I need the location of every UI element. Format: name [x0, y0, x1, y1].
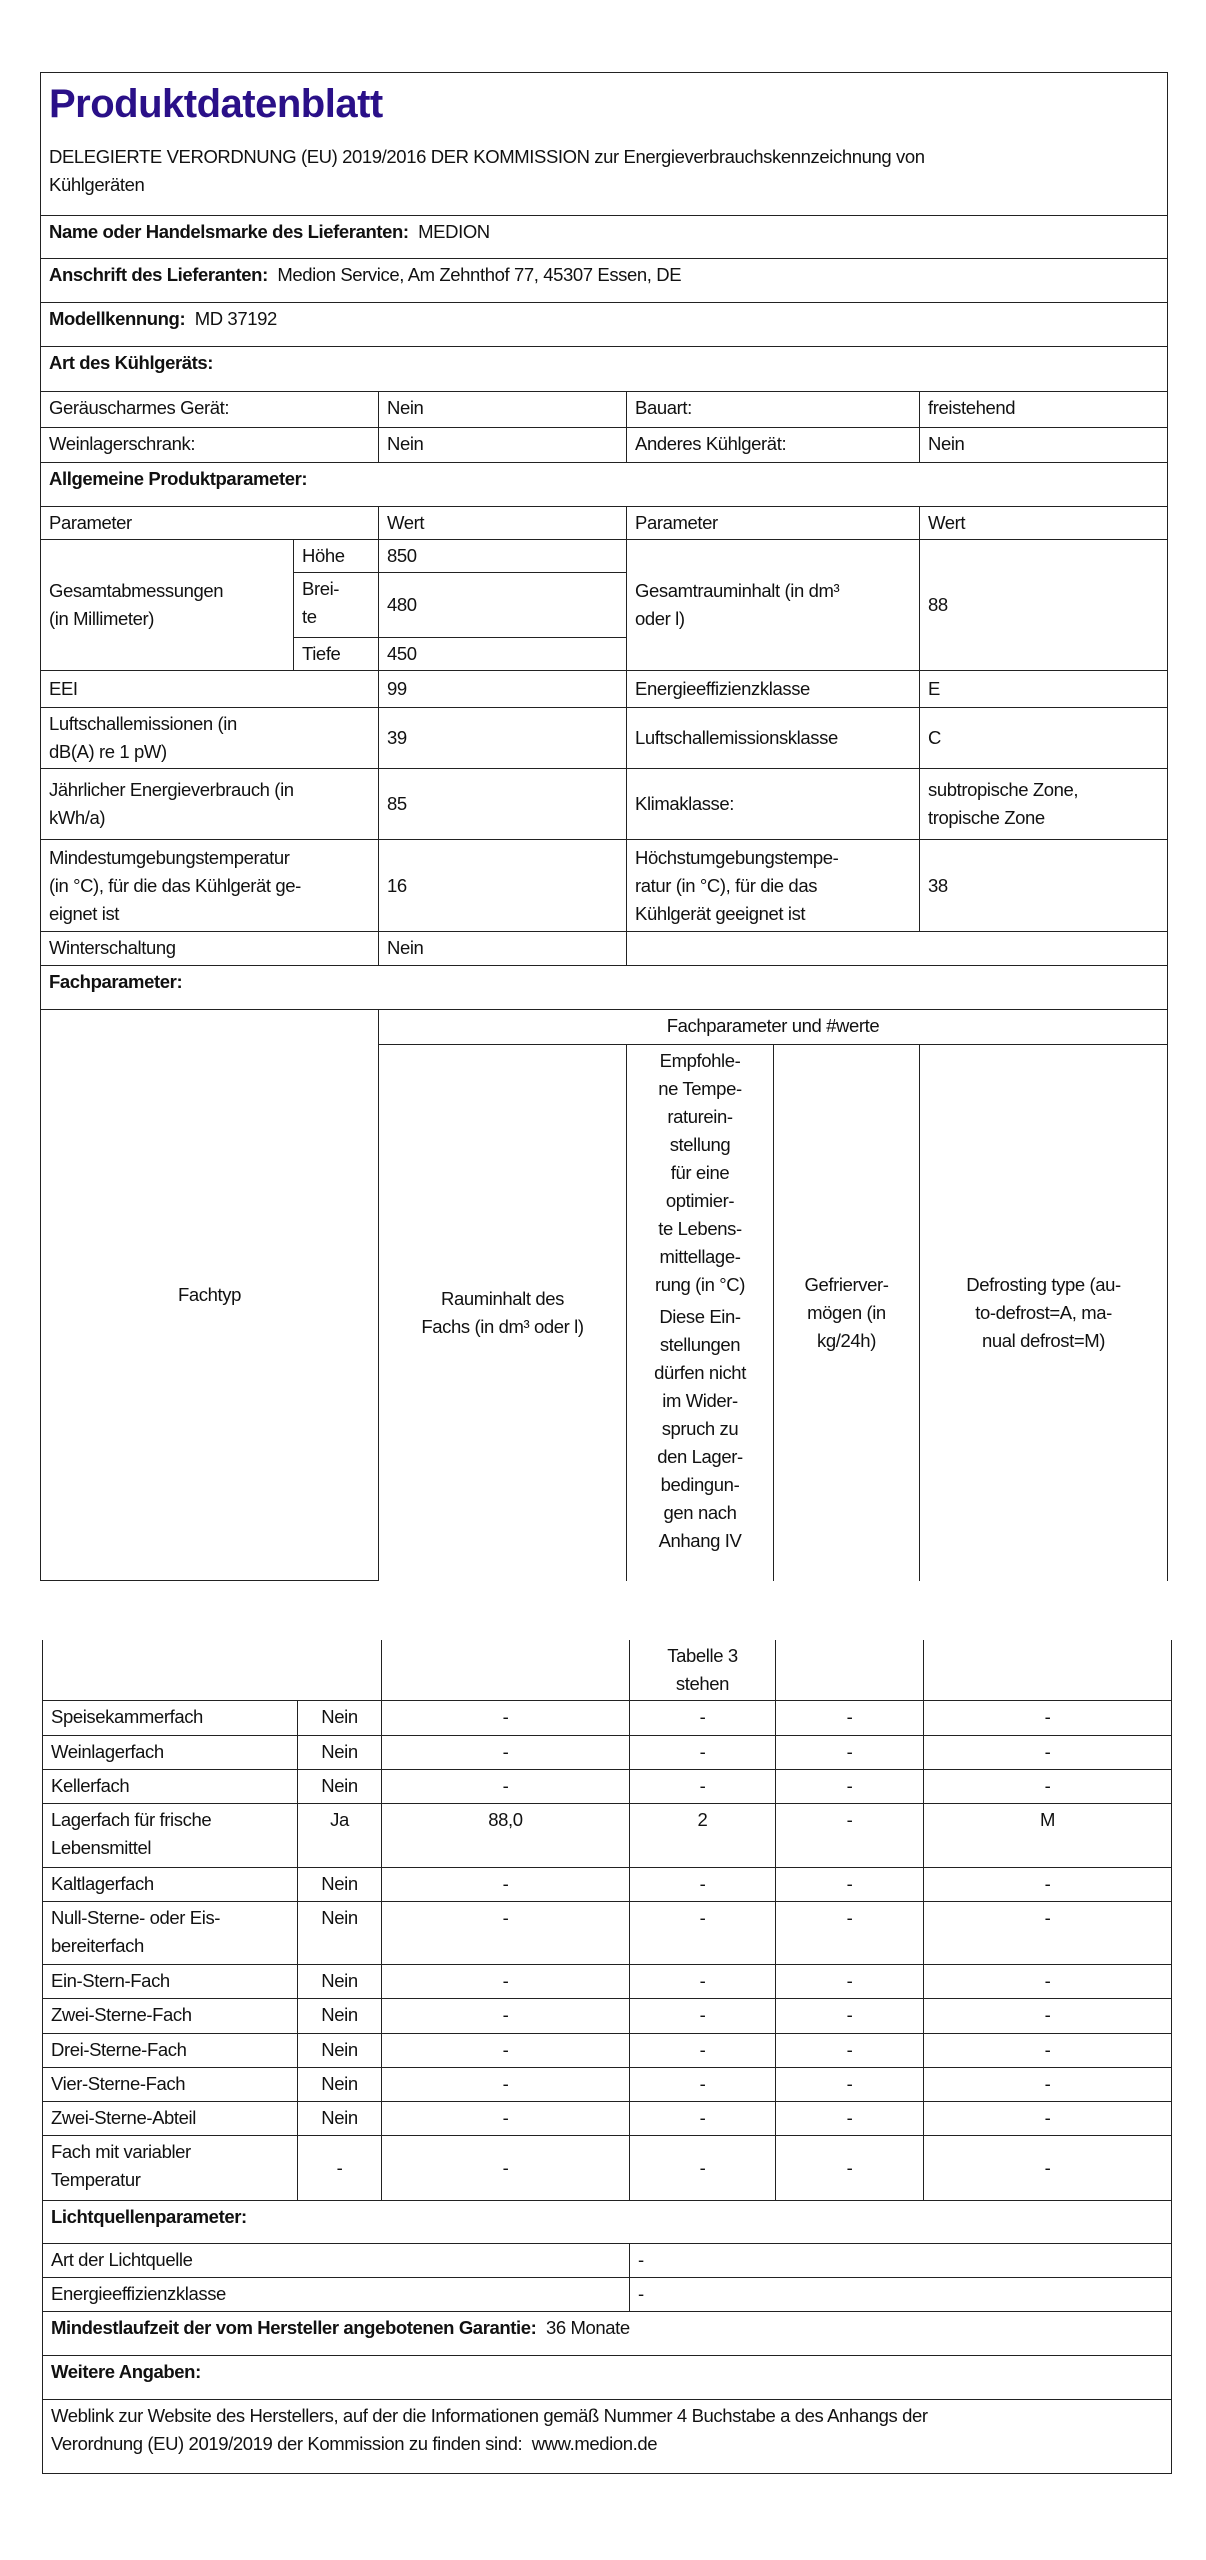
param-value: 85 — [379, 769, 627, 840]
compartment-defrost: - — [924, 1770, 1172, 1804]
param-label: Mindestumgebungstemperatur (in °C), für die das Kühlgerät ge- eignet ist — [41, 840, 379, 932]
param-value: E — [920, 671, 1168, 708]
volume-value: 88 — [920, 540, 1168, 671]
light-heading: Lichtquellenparameter: — [43, 2201, 1172, 2244]
weblink-row — [43, 2400, 1172, 2474]
compartment-freezing: - — [776, 1770, 924, 1804]
compartment-row — [43, 1999, 1172, 2034]
compartment-row — [43, 2136, 1172, 2201]
compartment-row — [43, 2102, 1172, 2136]
weblink[interactable]: www.medion.de — [531, 2433, 658, 2454]
model-label: Modellkennung: — [49, 308, 186, 329]
param-value: subtropische Zone, tropische Zone — [920, 769, 1168, 840]
compartment-present: Nein — [298, 2034, 382, 2068]
model-id: MD 37192 — [194, 308, 277, 329]
temp-note-c: Tabelle 3 stehen — [630, 1640, 776, 1701]
compartment-defrost: - — [924, 1999, 1172, 2034]
type-label: Geräuscharmes Gerät: — [41, 392, 379, 428]
col-header-value: Wert — [920, 507, 1168, 540]
compartment-temperature: - — [630, 1999, 776, 2034]
compartment-defrost: - — [924, 2136, 1172, 2201]
compartment-temperature: - — [630, 1701, 776, 1736]
compartment-defrost: - — [924, 2068, 1172, 2102]
light-label: Energieeffizienzklasse — [43, 2278, 630, 2312]
group-header: Fachparameter und #werte — [379, 1010, 1168, 1045]
compartment-defrost: - — [924, 1736, 1172, 1770]
compartment-row — [43, 1902, 1172, 1965]
compartment-freezing: - — [776, 1868, 924, 1902]
col-header-temperature — [627, 1045, 774, 1581]
param-label: Luftschallemissionen (in dB(A) re 1 pW) — [41, 708, 379, 769]
width-value: 480 — [379, 573, 627, 638]
compartment-volume: - — [382, 2136, 630, 2201]
temp-note-a: Empfohle- ne Tempe- raturein- stellung für eine optimier- te Lebens- mittellage- rung (in °C) — [655, 1050, 745, 1295]
compartment-type: Zwei-Sterne-Abteil — [43, 2102, 298, 2136]
width-label: Brei- te — [294, 573, 379, 638]
compartment-defrost: - — [924, 1902, 1172, 1965]
compartment-freezing: - — [776, 1902, 924, 1965]
temp-note-b: Diese Ein- stellungen dürfen nicht im Wider- spruch zu den Lager- bedingun- gen nach Anhang IV — [654, 1306, 746, 1551]
depth-value: 450 — [379, 638, 627, 671]
compartment-temperature: 2 — [630, 1804, 776, 1868]
type-value: Nein — [379, 392, 627, 428]
type-label: Bauart: — [627, 392, 920, 428]
supplier-name: MEDION — [418, 221, 490, 242]
col-header-defrost: Defrosting type (au- to-defrost=A, ma- nual defrost=M) — [920, 1045, 1168, 1581]
compartment-present: Nein — [298, 1902, 382, 1965]
height-value: 850 — [379, 540, 627, 573]
param-label: Klimaklasse: — [627, 769, 920, 840]
compartment-defrost: - — [924, 2102, 1172, 2136]
compartment-temperature: - — [630, 2034, 776, 2068]
compartment-volume: - — [382, 1701, 630, 1736]
light-value: - — [630, 2244, 1172, 2278]
compartment-row — [43, 1736, 1172, 1770]
compartment-volume: - — [382, 1965, 630, 1999]
compartment-row — [43, 1868, 1172, 1902]
supplier-address: Medion Service, Am Zehnthof 77, 45307 Essen, DE — [277, 264, 682, 285]
volume-label: Gesamtrauminhalt (in dm³ oder l) — [627, 540, 920, 671]
compartment-volume: - — [382, 1868, 630, 1902]
compartment-freezing: - — [776, 2068, 924, 2102]
empty-cell — [43, 1640, 382, 1701]
type-value: Nein — [920, 428, 1168, 463]
compartment-freezing: - — [776, 2034, 924, 2068]
depth-label: Tiefe — [294, 638, 379, 671]
type-heading: Art des Kühlgeräts: — [41, 347, 1168, 392]
param-label: Luftschallemissionsklasse — [627, 708, 920, 769]
compartment-present: Nein — [298, 1999, 382, 2034]
type-label: Weinlagerschrank: — [41, 428, 379, 463]
warranty-row — [43, 2312, 1172, 2356]
compartment-freezing: - — [776, 1804, 924, 1868]
warranty-value: 36 Monate — [545, 2317, 630, 2338]
compartment-rows-table — [42, 1700, 1172, 2474]
compartment-type: Lagerfach für frische Lebensmittel — [43, 1804, 298, 1868]
light-value: - — [630, 2278, 1172, 2312]
height-label: Höhe — [294, 540, 379, 573]
compartment-temperature: - — [630, 2068, 776, 2102]
compartment-volume: - — [382, 2034, 630, 2068]
compartment-defrost: M — [924, 1804, 1172, 1868]
further-heading: Weitere Angaben: — [43, 2356, 1172, 2400]
type-row — [41, 428, 1168, 463]
compartment-defrost: - — [924, 2034, 1172, 2068]
warranty-label: Mindestlaufzeit der vom Hersteller angebotenen Garantie: — [51, 2317, 537, 2338]
empty-cell — [382, 1640, 630, 1701]
compartment-freezing: - — [776, 1736, 924, 1770]
compartment-temperature: - — [630, 1965, 776, 1999]
compartment-present: Nein — [298, 1868, 382, 1902]
compartment-volume: - — [382, 2102, 630, 2136]
compartment-temperature: - — [630, 1868, 776, 1902]
col-header-parameter: Parameter — [41, 507, 379, 540]
compartment-type: Fach mit variabler Temperatur — [43, 2136, 298, 2201]
type-row — [41, 392, 1168, 428]
regulation-subtitle: DELEGIERTE VERORDNUNG (EU) 2019/2016 DER KOMMISSION zur Energieverbrauchskennzeichnung von Kühlgeräten — [49, 146, 925, 195]
compartment-freezing: - — [776, 1999, 924, 2034]
compartment-volume: - — [382, 2068, 630, 2102]
compartment-freezing: - — [776, 2136, 924, 2201]
compartments-heading: Fachparameter: — [41, 966, 1168, 1010]
compartment-type: Kaltlagerfach — [43, 1868, 298, 1902]
param-value: 99 — [379, 671, 627, 708]
param-label: Höchstumgebungstempe- ratur (in °C), für die das Kühlgerät geeignet ist — [627, 840, 920, 932]
param-row — [41, 840, 1168, 932]
compartment-present: Nein — [298, 1965, 382, 1999]
model-row — [41, 303, 1168, 347]
compartment-present: Nein — [298, 1736, 382, 1770]
compartment-present: Nein — [298, 1770, 382, 1804]
compartment-present: Nein — [298, 1701, 382, 1736]
param-label: Energieeffizienzklasse — [627, 671, 920, 708]
compartment-type: Null-Sterne- oder Eis- bereiterfach — [43, 1902, 298, 1965]
compartment-type: Ein-Stern-Fach — [43, 1965, 298, 1999]
param-row — [41, 671, 1168, 708]
param-value: C — [920, 708, 1168, 769]
type-value: freistehend — [920, 392, 1168, 428]
compartment-row — [43, 2068, 1172, 2102]
col-header-freezing: Gefrierver- mögen (in kg/24h) — [774, 1045, 920, 1581]
compartment-defrost: - — [924, 1868, 1172, 1902]
col-header-value: Wert — [379, 507, 627, 540]
product-datasheet-table-part1 — [40, 72, 1168, 1581]
compartment-temperature: - — [630, 2102, 776, 2136]
param-value: 39 — [379, 708, 627, 769]
winter-label: Winterschaltung — [41, 932, 379, 966]
general-heading: Allgemeine Produktparameter: — [41, 463, 1168, 507]
compartment-type: Vier-Sterne-Fach — [43, 2068, 298, 2102]
compartment-volume: - — [382, 1770, 630, 1804]
compartment-present: Nein — [298, 2102, 382, 2136]
weblink-text: Weblink zur Website des Herstellers, auf der die Informationen gemäß Nummer 4 Buchstabe a des Anhangs der Verordnung (EU) 2019/2019 der Kommission zu finden sind: — [51, 2405, 928, 2454]
supplier-address-row — [41, 259, 1168, 303]
compartment-row — [43, 1804, 1172, 1868]
product-datasheet-table-part2 — [42, 1640, 1172, 1701]
compartment-present: - — [298, 2136, 382, 2201]
compartment-row — [43, 1701, 1172, 1736]
empty-cell — [627, 932, 1168, 966]
supplier-name-label: Name oder Handelsmarke des Lieferanten: — [49, 221, 409, 242]
compartment-freezing: - — [776, 2102, 924, 2136]
compartment-volume: - — [382, 1902, 630, 1965]
type-label: Anderes Kühlgerät: — [627, 428, 920, 463]
dimensions-label: Gesamtabmessungen (in Millimeter) — [41, 540, 294, 671]
compartment-temperature: - — [630, 1770, 776, 1804]
compartment-row — [43, 1770, 1172, 1804]
winter-value: Nein — [379, 932, 627, 966]
compartment-freezing: - — [776, 1701, 924, 1736]
compartment-type: Weinlagerfach — [43, 1736, 298, 1770]
col-header-parameter: Parameter — [627, 507, 920, 540]
compartment-present: Ja — [298, 1804, 382, 1868]
param-value: 16 — [379, 840, 627, 932]
compartment-temperature: - — [630, 2136, 776, 2201]
compartment-defrost: - — [924, 1965, 1172, 1999]
supplier-name-row — [41, 216, 1168, 259]
header-cell — [41, 73, 1168, 216]
page-title: Produktdatenblatt — [49, 82, 383, 126]
param-row — [41, 769, 1168, 840]
compartment-defrost: - — [924, 1701, 1172, 1736]
col-header-volume: Rauminhalt des Fachs (in dm³ oder l) — [379, 1045, 627, 1581]
compartment-present: Nein — [298, 2068, 382, 2102]
compartment-row — [43, 2034, 1172, 2068]
light-label: Art der Lichtquelle — [43, 2244, 630, 2278]
param-value: 38 — [920, 840, 1168, 932]
type-value: Nein — [379, 428, 627, 463]
compartment-volume: - — [382, 1736, 630, 1770]
compartment-row — [43, 1965, 1172, 1999]
param-row — [41, 708, 1168, 769]
param-label: Jährlicher Energieverbrauch (in kWh/a) — [41, 769, 379, 840]
compartment-temperature: - — [630, 1902, 776, 1965]
compartment-volume: 88,0 — [382, 1804, 630, 1868]
compartment-type: Zwei-Sterne-Fach — [43, 1999, 298, 2034]
compartment-freezing: - — [776, 1965, 924, 1999]
empty-cell — [924, 1640, 1172, 1701]
empty-cell — [776, 1640, 924, 1701]
compartment-volume: - — [382, 1999, 630, 2034]
compartment-type: Kellerfach — [43, 1770, 298, 1804]
compartment-type: Speisekammerfach — [43, 1701, 298, 1736]
col-header-type: Fachtyp — [41, 1010, 379, 1581]
supplier-address-label: Anschrift des Lieferanten: — [49, 264, 268, 285]
compartment-temperature: - — [630, 1736, 776, 1770]
param-label: EEI — [41, 671, 379, 708]
compartment-type: Drei-Sterne-Fach — [43, 2034, 298, 2068]
